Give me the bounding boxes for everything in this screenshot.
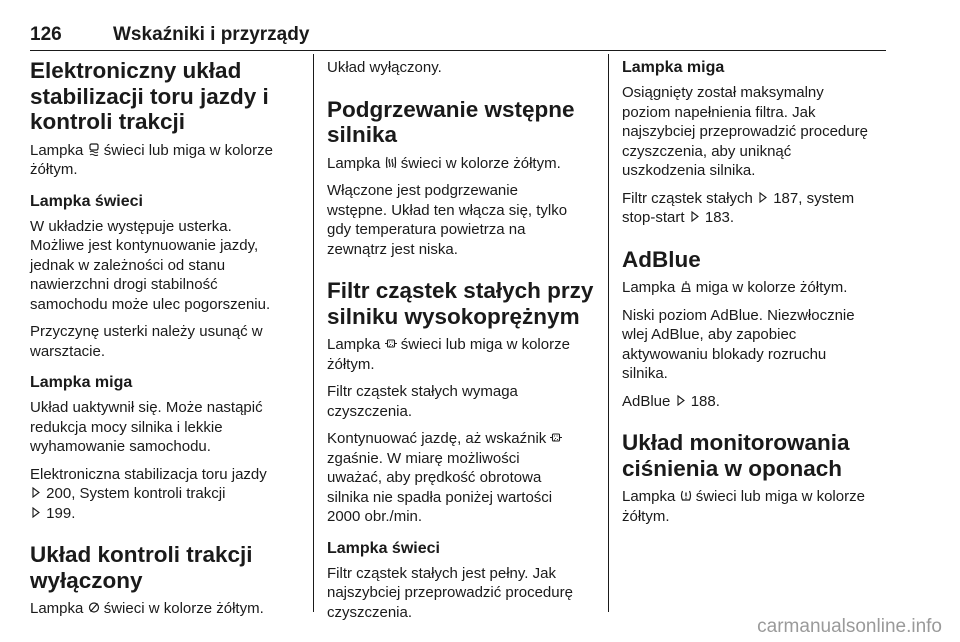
lamp-flash-text: Układ uaktywnił się. Może nastąpić redukcja mocy silnika i lekkie wyhamowanie samochodu. [30,399,263,455]
esc-description: Lampka świeci lub miga w kolorze żółtym. [30,141,273,178]
lamp-on-text: W układzie występuje usterka. Możliwe jest kontynuowanie jazdy, jednak w zależności od stanu nawierzchni drogi stabilność samochodu może ulec pogorszeniu. [30,217,271,313]
traction-off-icon [88,601,100,614]
heading-lamp-on: Lampka świeci [30,192,143,210]
heading-tpms: Układ monitorowania ciśnienia w oponach [622,430,850,481]
tire-pressure-icon [680,489,692,502]
heading-dpf: Filtr cząstek stałych przy silniku wysokoprężnym [327,278,594,329]
dpf-text: Lampka świeci lub miga w kolorze żółtym. [327,336,570,373]
tc-off-text: Lampka świeci w kolorze żółtym. [30,600,264,617]
heading-esc: Elektroniczny układ stabilizacji toru jazdy i kontroli trakcji [30,58,269,134]
repair-text: Przyczynę usterki należy usunąć w warsztacie. [30,323,263,360]
link-stop-start[interactable]: 183. [704,209,735,226]
link-esc[interactable]: 200, System kontroli trakcji [46,485,226,502]
dpf-full-text: Filtr cząstek stałych jest pełny. Jak najszybciej przeprowadzić procedurę czyszczenia. [327,564,573,621]
cross-reference: Filtr cząstek stałych 187, system stop-start 183. [622,189,855,226]
column-3 [622,58,892,534]
page-reference-icon [757,191,769,204]
page-reference-icon [30,506,42,519]
dpf-drive-text: Kontynuować jazdę, aż wskaźnik zgaśnie. W miarę możliwości uważać, aby prędkość obrotowa silnika nie spadła poniżej wartości 2000 obr./min. [327,429,597,527]
page-reference-icon [675,394,687,407]
preheat-text: Lampka świeci w kolorze żółtym. [327,154,561,172]
page-reference-icon [689,210,701,223]
heading-lamp-on: Lampka świeci [327,539,440,557]
system-off-text: Układ wyłączony. [327,59,442,76]
cross-reference: Elektroniczna stabilizacja toru jazdy 200, System kontroli trakcji 199. [30,465,267,522]
link-adblue[interactable]: 188. [690,392,720,410]
column-divider [313,54,314,612]
chapter-title: Wskaźniki i przyrządy [113,24,310,45]
heading-lamp-flash: Lampka miga [622,59,725,76]
adblue-text: Lampka miga w kolorze żółtym. [622,279,848,296]
link-traction[interactable]: 199. [46,504,76,522]
glow-plug-icon [385,156,397,169]
page-number: 126 [30,24,62,45]
page-header [30,20,886,51]
adblue-detail: Niski poziom AdBlue. Niezwłocznie wlej AdBlue, aby zapobiec aktywowaniu blokady rozruchu silnika. [622,306,855,382]
tpms-text: Lampka świeci lub miga w kolorze żółtym. [622,488,865,525]
column-divider [608,54,609,612]
watermark: carmanualsonline.info [757,616,942,637]
heading-tc-off: Układ kontroli trakcji wyłączony [30,542,253,593]
column-2 [327,58,597,630]
column-1 [30,58,300,627]
page-reference-icon [30,486,42,499]
particulate-filter-icon [550,431,562,444]
heading-preheat: Podgrzewanie wstępne silnika [327,96,575,147]
heading-lamp-flash: Lampka miga [30,374,133,391]
particulate-filter-icon [385,337,397,350]
esc-skid-icon [88,143,100,156]
dpf-detail: Filtr cząstek stałych wymaga czyszczenia. [327,383,518,420]
preheat-detail: Włączone jest podgrzewanie wstępne. Układ ten włącza się, tylko gdy temperatura powietrza na zewnątrz jest niska. [327,182,568,258]
link-dpf[interactable]: 187, system [773,189,855,207]
adblue-icon [680,280,692,293]
heading-adblue: AdBlue [622,246,701,272]
dpf-max-text: Osiągnięty został maksymalny poziom napełnienia filtra. Jak najszybciej przeprowadzić procedurę czyszczenia, aby uniknąć uszkodzenia silnika. [622,84,868,179]
cross-reference: AdBlue 188. [622,392,720,410]
